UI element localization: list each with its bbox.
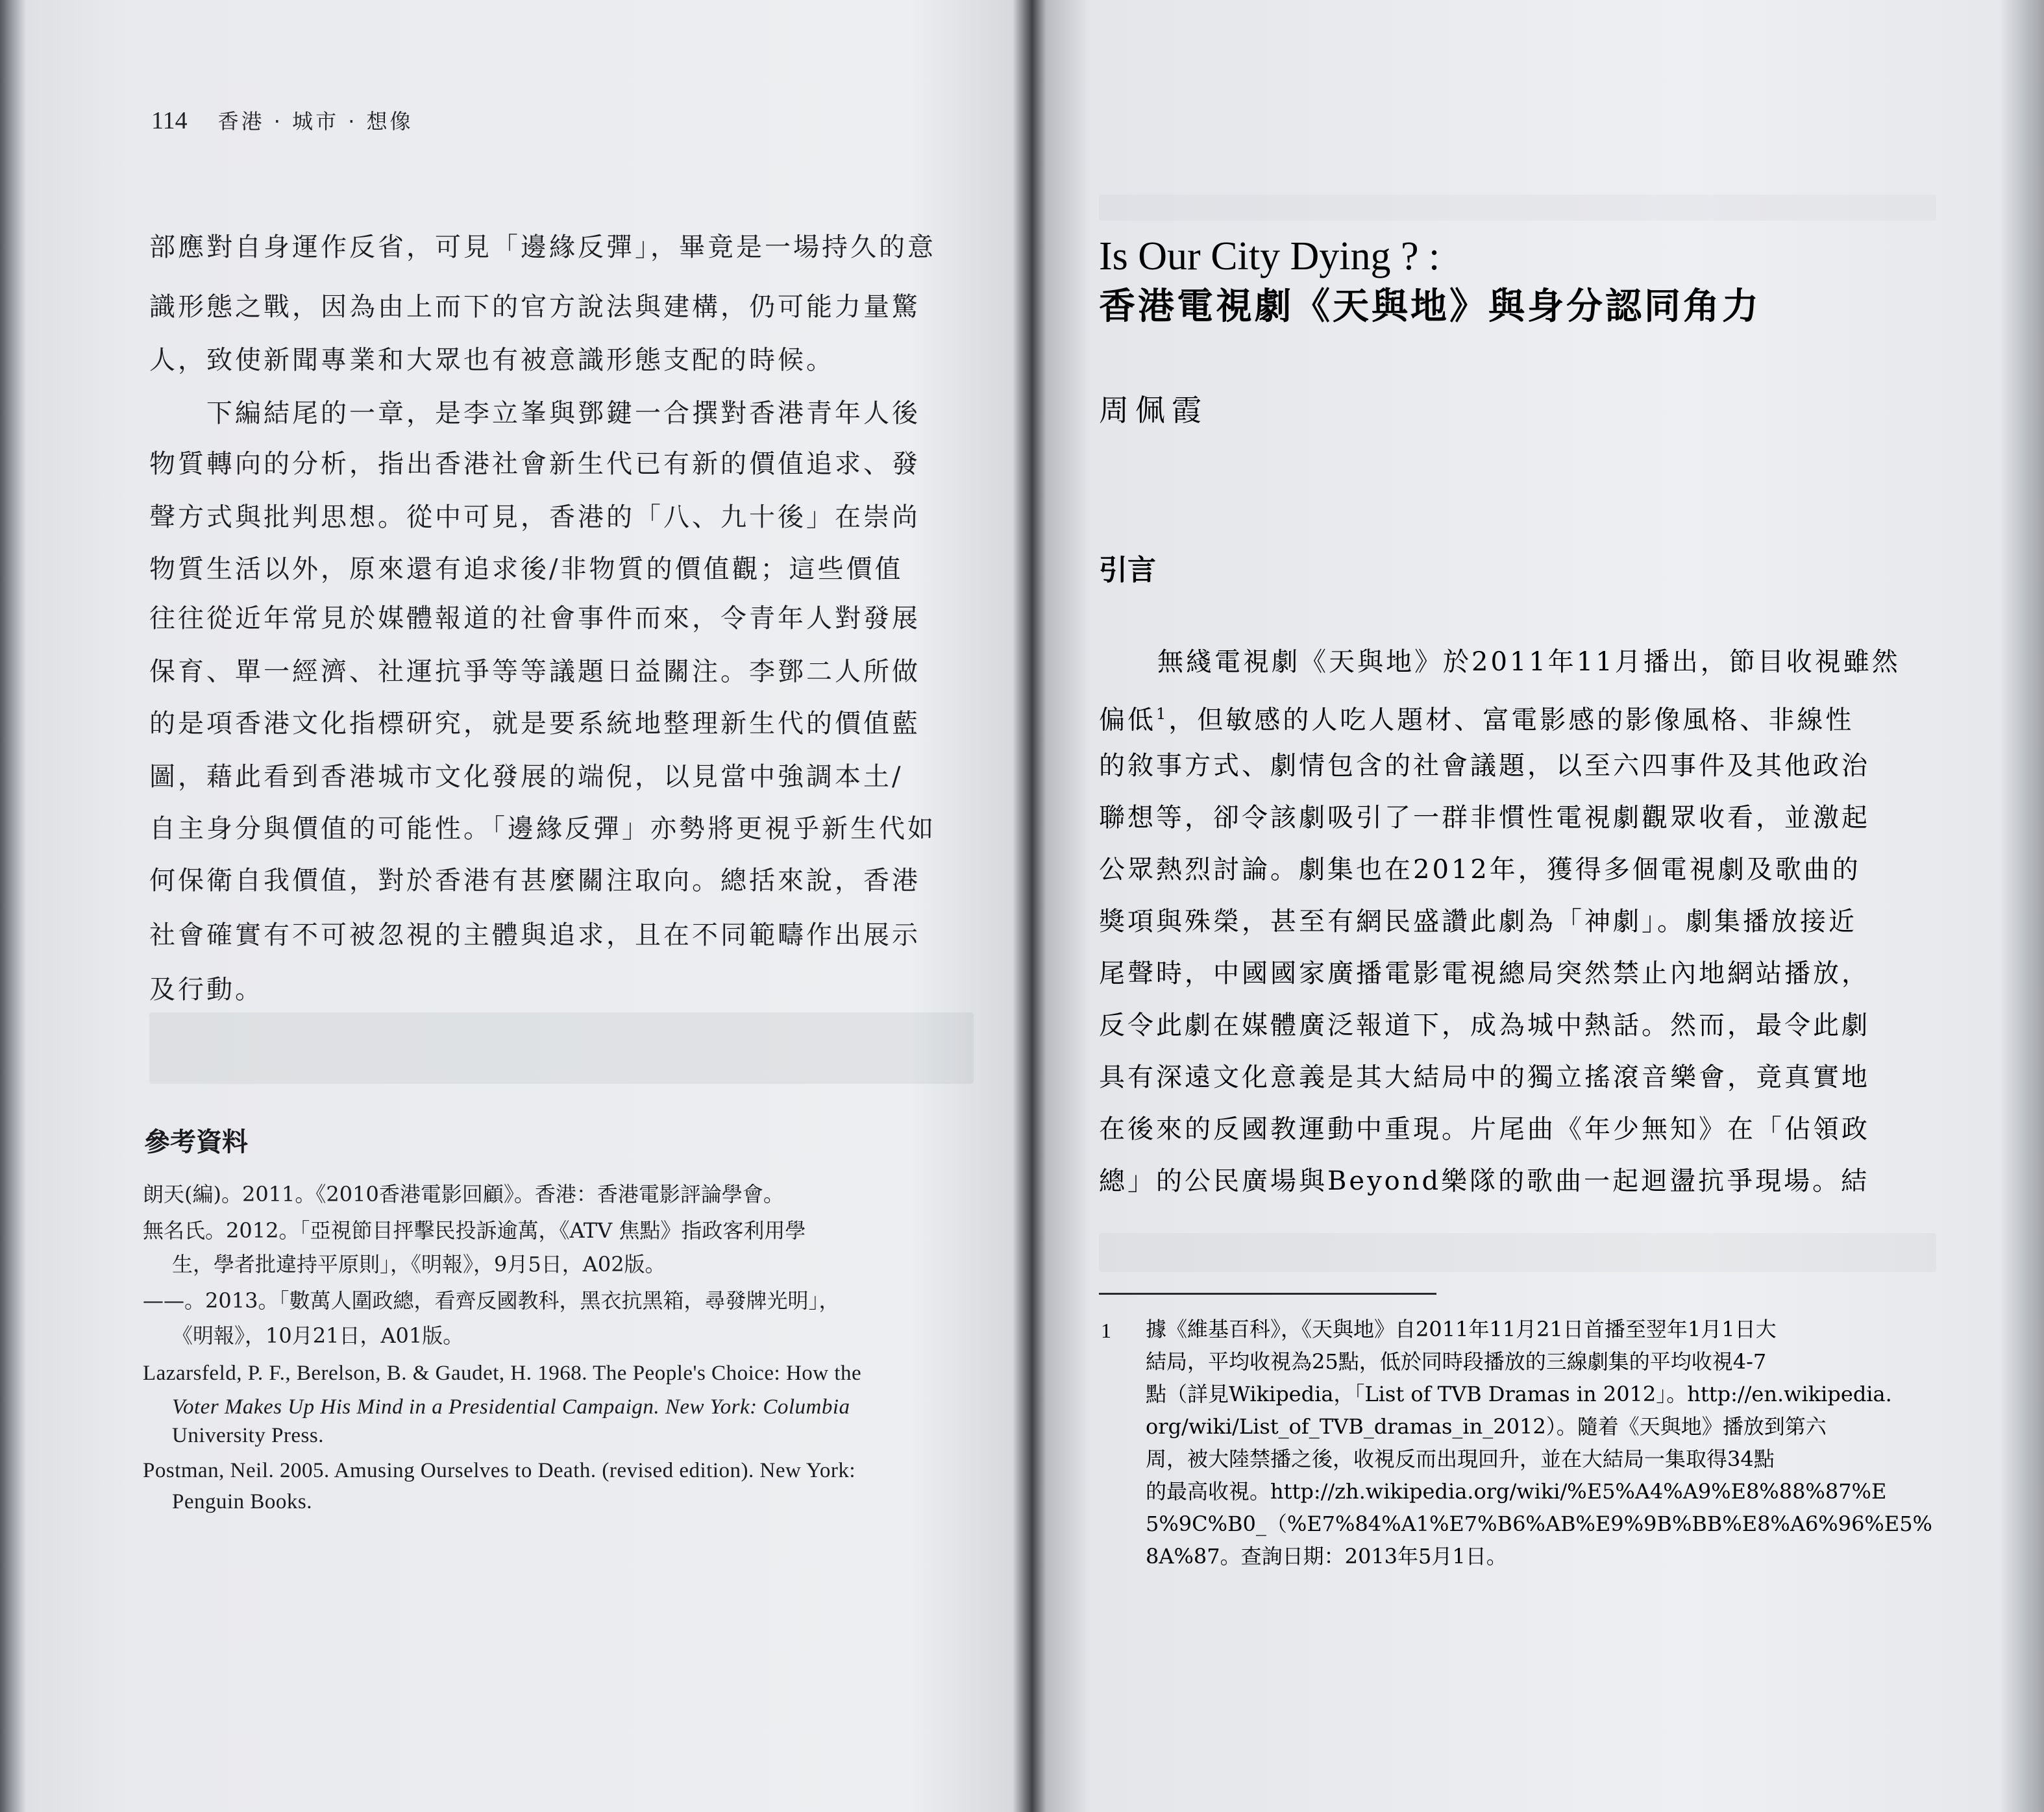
text-line: 社會確實有不可被忽視的主體與追求，且在不同範疇作出展示	[149, 920, 920, 950]
text-line: 獎項與殊榮，甚至有網民盛讚此劇為「神劇」。劇集播放接近	[1099, 907, 1857, 937]
text-line: 尾聲時，中國國家廣播電影電視總局突然禁止內地網站播放，	[1099, 959, 1870, 988]
text-line: 人，致使新聞專業和大眾也有被意識形態支配的時候。	[149, 345, 835, 375]
reference-entry: Lazarsfeld, P. F., Berelson, B. & Gaudet, H. 1968. The People's Choice: How the	[143, 1362, 862, 1385]
text-line: 物質轉向的分析，指出香港社會新生代已有新的價值追求、發	[149, 449, 920, 479]
reference-entry: 無名氏。2012。「亞視節目抨擊民投訴逾萬，《ATV 焦點》指政客利用學	[143, 1218, 806, 1243]
text-fragment: 偏低	[1099, 705, 1156, 735]
text-line: 下編結尾的一章，是李立峯與鄧鍵一合撰對香港青年人後	[206, 398, 920, 428]
bleed-through	[1099, 1233, 1936, 1272]
running-head	[151, 105, 413, 135]
text-line: 具有深遠文化意義是其大結局中的獨立搖滾音樂會，竟真實地	[1099, 1062, 1870, 1092]
text-line: 反令此劇在媒體廣泛報道下，成為城中熱話。然而，最令此劇	[1099, 1010, 1870, 1040]
text-fragment: ，但敏感的人吃人題材、富電影感的影像風格、非線性	[1168, 705, 1854, 735]
reference-entry: Postman, Neil. 2005. Amusing Ourselves to Death. (revised edition). New York:	[143, 1459, 856, 1482]
text-line: 識形態之戰，因為由上而下的官方說法與建構，仍可能力量驚	[149, 292, 920, 322]
article-title-english: Is Our City Dying ? :	[1099, 234, 1440, 278]
text-line: 在後來的反國教運動中重現。片尾曲《年少無知》在「佔領政	[1099, 1114, 1870, 1144]
text-line: 無綫電視劇《天與地》於2011年11月播出，節目收視雖然	[1157, 647, 1901, 677]
footnote-number: 1	[1101, 1319, 1111, 1342]
text-line: 總」的公民廣場與Beyond樂隊的歌曲一起迴盪抗爭現場。結	[1099, 1166, 1870, 1196]
footnote-line: 的最高收視。http://zh.wikipedia.org/wiki/%E5%A4%A9%E8%88%87%E	[1146, 1479, 1887, 1504]
text-line: 公眾熱烈討論。劇集也在2012年，獲得多個電視劇及歌曲的	[1099, 855, 1861, 885]
text-line	[1099, 698, 1936, 736]
reference-entry: University Press.	[172, 1424, 324, 1447]
text-line: 的敘事方式、劇情包含的社會議題，以至六四事件及其他政治	[1099, 751, 1870, 781]
references-heading: 參考資料	[144, 1127, 248, 1157]
footnote-divider	[1099, 1293, 1436, 1295]
footnote-line: org/wiki/List_of_TVB_dramas_in_2012）。隨着《天與地》播放到第六	[1146, 1414, 1827, 1439]
text-line: 往往從近年常見於媒體報道的社會事件而來，令青年人對發展	[149, 604, 920, 633]
text-line: 保育、單一經濟、社運抗爭等等議題日益關注。李鄧二人所做	[149, 657, 920, 687]
footnote-marker[interactable]: 1	[1156, 705, 1169, 723]
footnote-line: 點（詳見Wikipedia，「List of TVB Dramas in 2012」。http://en.wikipedia.	[1146, 1382, 1892, 1406]
page-number: 114	[151, 107, 188, 134]
reference-entry: 《明報》，10月21日，A01版。	[172, 1323, 464, 1348]
text-line: 部應對自身運作反省，可見「邊緣反彈」，畢竟是一場持久的意	[149, 232, 936, 262]
footnote-line: 8A%87。查詢日期：2013年5月1日。	[1146, 1544, 1507, 1569]
reference-entry: 生，學者批違持平原則」，《明報》，9月5日，A02版。	[172, 1252, 666, 1277]
text-line: 聯想等，卻令該劇吸引了一群非慣性電視劇觀眾收看，並激起	[1099, 803, 1870, 833]
article-title-chinese: 香港電視劇《天與地》與身分認同角力	[1099, 286, 1761, 328]
reference-entry: Penguin Books.	[172, 1490, 313, 1513]
author-name: 周佩霞	[1099, 393, 1208, 428]
footnote-line: 結局，平均收視為25點，低於同時段播放的三線劇集的平均收視4-7	[1146, 1349, 1767, 1374]
text-line: 的是項香港文化指標研究，就是要系統地整理新生代的價值藍	[149, 709, 920, 739]
reference-entry: ——。2013。「數萬人圍政總，看齊反國教科，黑衣抗黑箱，尋發牌光明」，	[143, 1288, 840, 1313]
reference-entry: Voter Makes Up His Mind in a Presidential Campaign. New York: Columbia	[172, 1395, 850, 1419]
text-line: 物質生活以外，原來還有追求後/非物質的價值觀；這些價值	[149, 554, 904, 584]
text-line: 圖，藉此看到香港城市文化發展的端倪，以見當中強調本土/	[149, 762, 904, 792]
book-title: 香港 · 城市 · 想像	[217, 109, 413, 134]
footnote-line: 據《維基百科》，《天與地》自2011年11月21日首播至翌年1月1日大	[1146, 1317, 1777, 1341]
bleed-through	[1099, 195, 1936, 221]
bleed-through	[149, 1012, 974, 1084]
section-heading: 引言	[1099, 554, 1156, 587]
footnote-line: 周，被大陸禁播之後，收視反而出現回升，並在大結局一集取得34點	[1146, 1447, 1775, 1471]
text-line: 何保衛自我價值，對於香港有甚麼關注取向。總括來說，香港	[149, 866, 920, 896]
text-line: 及行動。	[149, 975, 264, 1005]
reference-entry: 朗天(編)。2011。《2010香港電影回顧》。香港：香港電影評論學會。	[143, 1182, 784, 1206]
text-line: 聲方式與批判思想。從中可見，香港的「八、九十後」在崇尚	[149, 502, 920, 532]
footnote-line: 5%9C%B0_（%E7%84%A1%E7%B6%AB%E9%9B%BB%E8%A6%96%E5%	[1146, 1512, 1932, 1536]
text-line: 自主身分與價值的可能性。「邊緣反彈」亦勢將更視乎新生代如	[149, 814, 936, 844]
